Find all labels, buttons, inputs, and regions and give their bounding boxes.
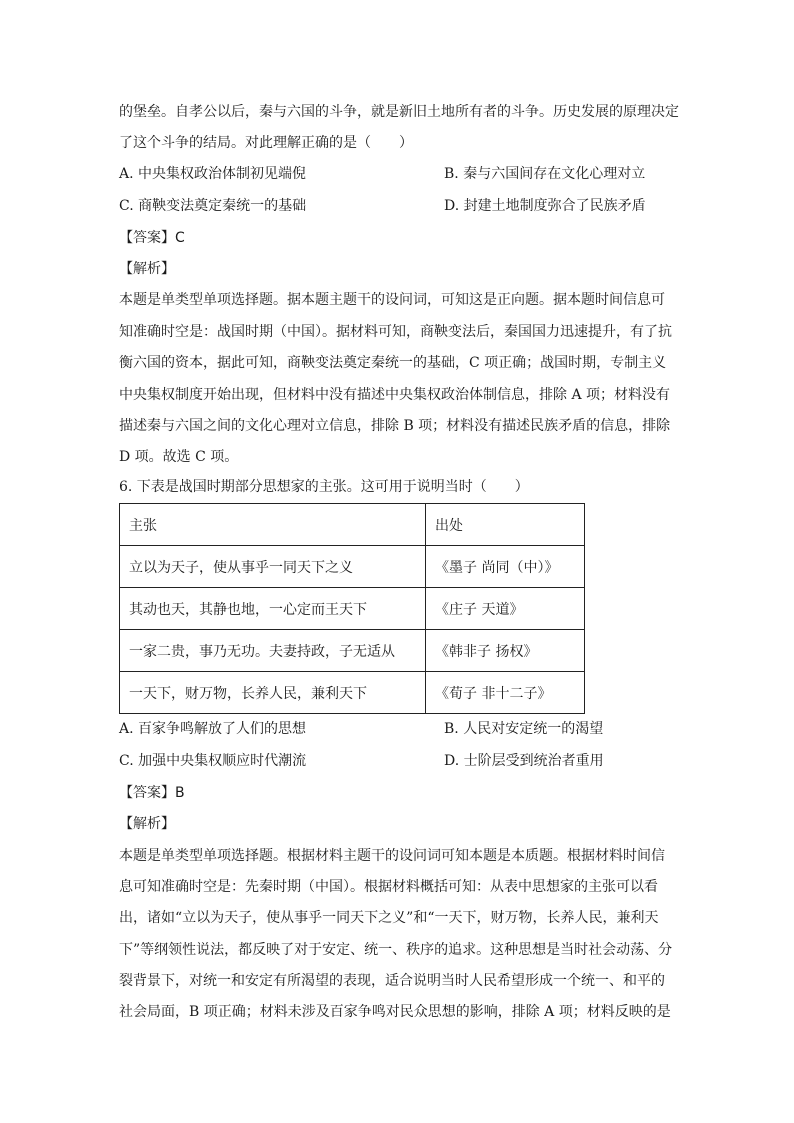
prev-stem-line-2: 了这个斗争的结局。对此理解正确的是（ ） (119, 135, 413, 151)
q6-analysis-line-5: 裂背景下，对统一和安定有所渴望的表现，适合说明当时人民希望形成一个统一、和平的 (119, 973, 665, 989)
table-row (120, 672, 585, 714)
q6-option-a: A. 百家争鸣解放了人们的思想 (119, 721, 307, 737)
table-cell: 《庄子 天道》 (426, 588, 585, 630)
prev-analysis-line-2: 知准确时空是：战国时期（中国）。据材料可知，商鞅变法后，秦国国力迅速提升，有了抗 (119, 324, 672, 340)
q6-analysis-label: 【解析】 (119, 816, 175, 832)
table-row (120, 588, 585, 630)
q6-option-c: C. 加强中央集权顺应时代潮流 (119, 753, 307, 769)
table-row (120, 630, 585, 672)
q6-stem: 6. 下表是战国时期部分思想家的主张。这可用于说明当时（ ） (119, 479, 529, 495)
table-header-row (120, 504, 585, 546)
table-cell: 一家二贵，事乃无功。夫妻持政，子无适从 (120, 630, 426, 672)
q6-table (119, 503, 585, 714)
table-cell: 一天下，财万物，长养人民，兼利天下 (120, 672, 426, 714)
q6-analysis-line-2: 息可知准确时空是：先秦时期（中国）。根据材料概括可知：从表中思想家的主张可以看 (119, 879, 658, 895)
table-row (120, 546, 585, 588)
prev-analysis-line-5: 描述秦与六国之间的文化心理对立信息，排除 B 项；材料没有描述民族矛盾的信息，排除 (119, 418, 671, 434)
q6-analysis-line-4: 下”等纲领性说法，都反映了对于安定、统一、秩序的追求。这种思想是当时社会动荡、分 (119, 942, 673, 958)
table-header-cell: 主张 (120, 504, 426, 546)
q6-analysis-line-1: 本题是单类型单项选择题。根据材料主题干的设问词可知本题是本质题。根据材料时间信 (119, 848, 665, 864)
prev-stem-line-1: 的堡垒。自孝公以后，秦与六国的斗争，就是新旧土地所有者的斗争。历史发展的原理决定 (119, 104, 679, 120)
table-cell: 《荀子 非十二子》 (426, 672, 585, 714)
prev-option-a: A. 中央集权政治体制初见端倪 (119, 166, 307, 182)
q6-option-b: B. 人民对安定统一的渴望 (444, 721, 604, 737)
prev-option-d: D. 封建土地制度弥合了民族矛盾 (444, 198, 646, 214)
q6-analysis-line-3: 出，诸如“立以为天子，使从事乎一同天下之义”和“一天下，财万物，长养人民，兼利天 (119, 910, 659, 926)
prev-option-b: B. 秦与六国间存在文化心理对立 (444, 166, 646, 182)
table-cell: 《韩非子 扬权》 (426, 630, 585, 672)
prev-analysis-line-3: 衡六国的资本，据此可知，商鞅变法奠定秦统一的基础，C 项正确；战国时期，专制主义 (119, 355, 667, 371)
q6-option-d: D. 士阶层受到统治者重用 (444, 753, 604, 769)
table-cell: 《墨子 尚同（中）》 (426, 546, 585, 588)
prev-option-c: C. 商鞅变法奠定秦统一的基础 (119, 198, 307, 214)
q6-answer: 【答案】B (119, 785, 185, 801)
prev-analysis-line-1: 本题是单类型单项选择题。据本题主题干的设问词，可知这是正向题。据本题时间信息可 (119, 292, 665, 308)
table-cell: 立以为天子，使从事乎一同天下之义 (120, 546, 426, 588)
prev-analysis-line-6: D 项。故选 C 项。 (119, 449, 239, 465)
table-header-cell: 出处 (426, 504, 585, 546)
table-cell: 其动也天，其静也地，一心定而王天下 (120, 588, 426, 630)
prev-answer: 【答案】C (119, 230, 185, 246)
prev-analysis-label: 【解析】 (119, 261, 175, 277)
prev-analysis-line-4: 中央集权制度开始出现，但材料中没有描述中央集权政治体制信息，排除 A 项；材料没有 (119, 387, 671, 403)
q6-analysis-line-6: 社会局面，B 项正确；材料未涉及百家争鸣对民众思想的影响，排除 A 项；材料反映的是 (119, 1004, 671, 1020)
